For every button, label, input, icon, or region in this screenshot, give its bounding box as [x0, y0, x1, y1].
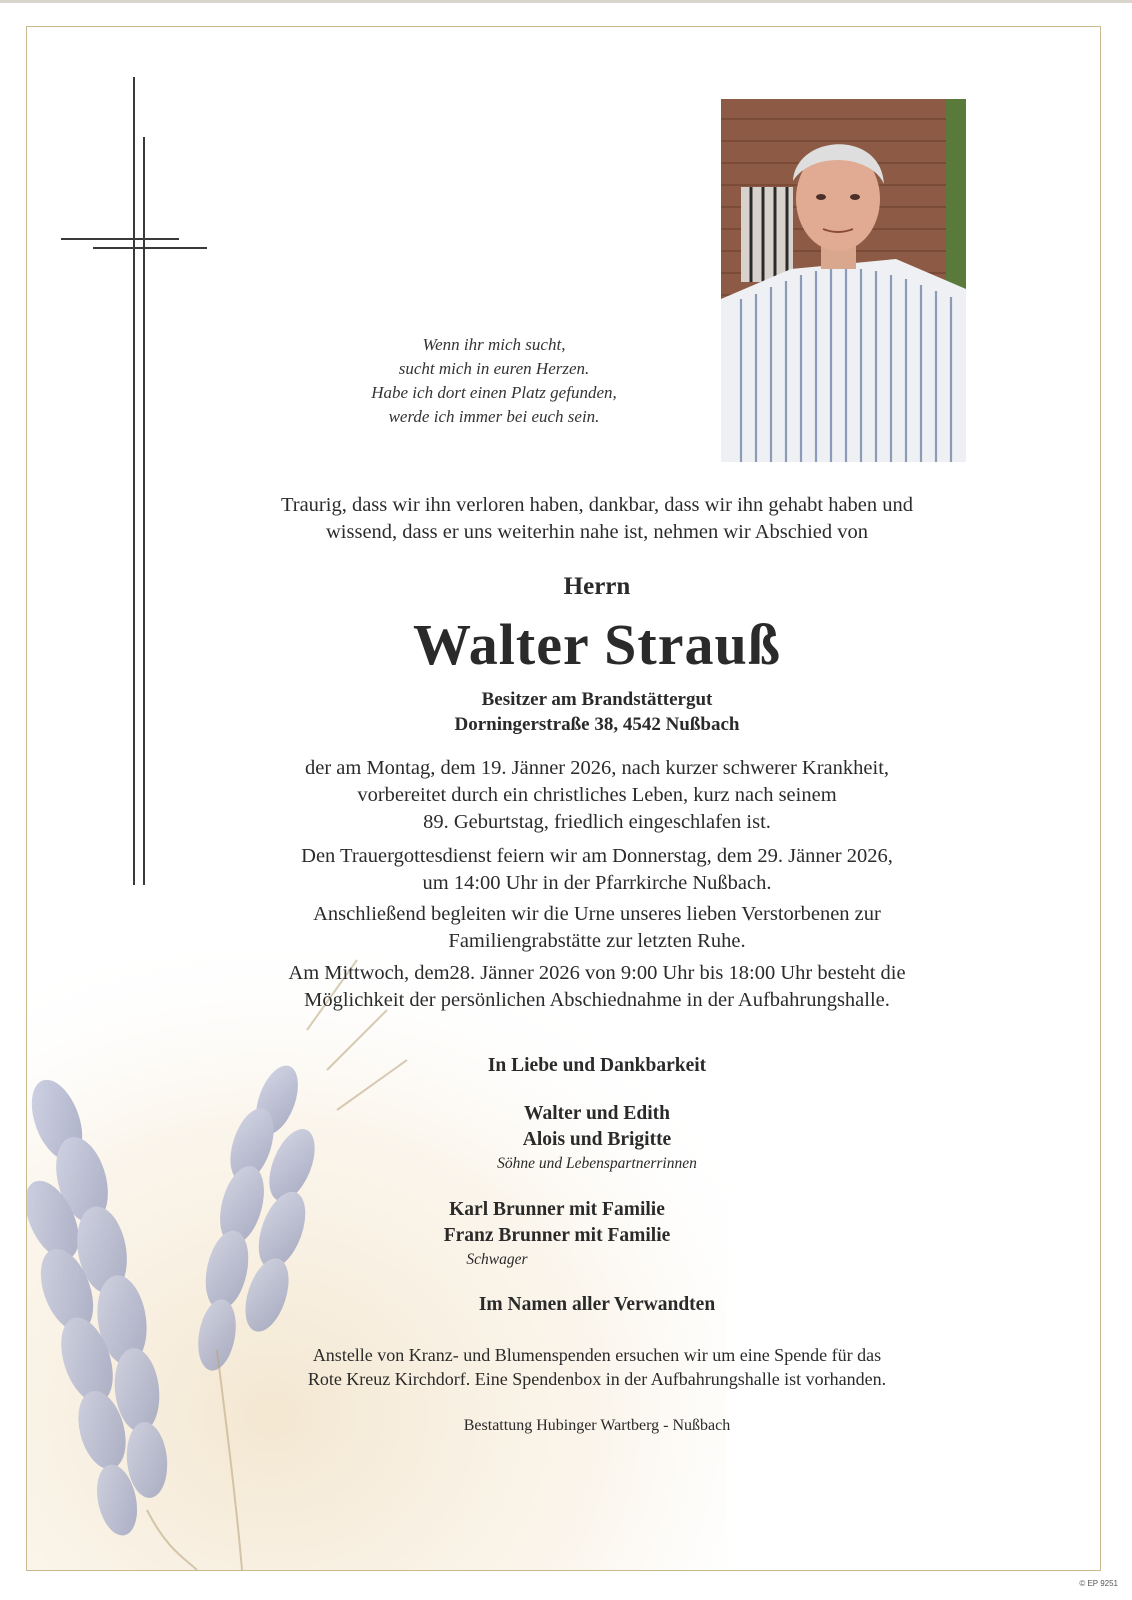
- death-notice: [167, 755, 1027, 836]
- death-notice-line: der am Montag, dem 19. Jänner 2026, nach kurzer schwerer Krankheit,: [304, 757, 890, 779]
- mourner-group-brothers-in-law: [127, 1197, 987, 1271]
- donation-line: Rote Kreuz Kirchdorf. Eine Spendenbox in der Aufbahrungshalle ist vorhanden.: [307, 1369, 887, 1389]
- undertaker: Bestattung Hubinger Wartberg - Nußbach: [463, 1417, 731, 1434]
- deceased-details: [167, 687, 1027, 737]
- service-line: um 14:00 Uhr in der Pfarrkirche Nußbach.: [422, 872, 772, 894]
- donation-request: [167, 1343, 1027, 1391]
- burial-line: Anschließend begleiten wir die Urne unseres lieben Verstorbenen zur: [313, 903, 881, 925]
- intro-text: [167, 492, 1027, 546]
- viewing-line: Möglichkeit der persönlichen Abschiednahme in der Aufbahrungshalle.: [304, 989, 890, 1011]
- intro-line: wissend, dass er uns weiterhin nahe ist, nehmen wir Abschied von: [325, 521, 868, 543]
- occupation: Besitzer am Brandstättergut: [481, 689, 713, 710]
- intro-line: Traurig, dass wir ihn verloren haben, dankbar, dass wir ihn gehabt haben und: [280, 494, 914, 516]
- death-notice-line: 89. Geburtstag, friedlich eingeschlafen ist.: [423, 811, 771, 833]
- verse-line: sucht mich in euren Herzen.: [398, 359, 590, 378]
- mourner-name: Karl Brunner mit Familie: [449, 1199, 665, 1220]
- mourner-relation: Söhne und Lebenspartnerrinnen: [497, 1155, 697, 1172]
- memorial-verse: [369, 333, 619, 429]
- relatives-line: Im Namen aller Verwandten: [478, 1294, 716, 1315]
- death-notice-line: vorbereitet durch ein christliches Leben, kurz nach seinem: [357, 784, 837, 806]
- obituary-frame: [26, 26, 1101, 1571]
- burial-line: Familiengrabstätte zur letzten Ruhe.: [448, 930, 746, 952]
- mourner-group-sons: [167, 1101, 1027, 1175]
- viewing-line: Am Mittwoch, dem28. Jänner 2026 von 9:00 Uhr bis 18:00 Uhr besteht die: [288, 962, 906, 984]
- donation-line: Anstelle von Kranz- und Blumenspenden ersuchen wir um eine Spende für das: [312, 1345, 882, 1365]
- mourner-name: Walter und Edith: [524, 1103, 670, 1124]
- deceased-name: Walter Strauß: [413, 612, 781, 677]
- service-info: [167, 843, 1027, 897]
- top-edge-rule: [0, 0, 1132, 3]
- verse-line: Wenn ihr mich sucht,: [422, 335, 566, 354]
- salutation: Herrn: [563, 573, 631, 600]
- mourner-name: Alois und Brigitte: [522, 1129, 672, 1150]
- print-code: © EP 9251: [1079, 1579, 1118, 1588]
- mourner-name: Franz Brunner mit Familie: [443, 1225, 671, 1246]
- viewing-info: [167, 960, 1027, 1014]
- verse-line: Habe ich dort einen Platz gefunden,: [371, 383, 617, 402]
- service-line: Den Trauergottesdienst feiern wir am Donnerstag, dem 29. Jänner 2026,: [301, 845, 893, 867]
- verse-line: werde ich immer bei euch sein.: [388, 407, 600, 426]
- closing-phrase: In Liebe und Dankbarkeit: [487, 1055, 707, 1076]
- address: Dorningerstraße 38, 4542 Nußbach: [454, 714, 740, 735]
- portrait-photo: [721, 99, 966, 462]
- burial-info: [167, 901, 1027, 955]
- mourner-relation: Schwager: [466, 1251, 528, 1268]
